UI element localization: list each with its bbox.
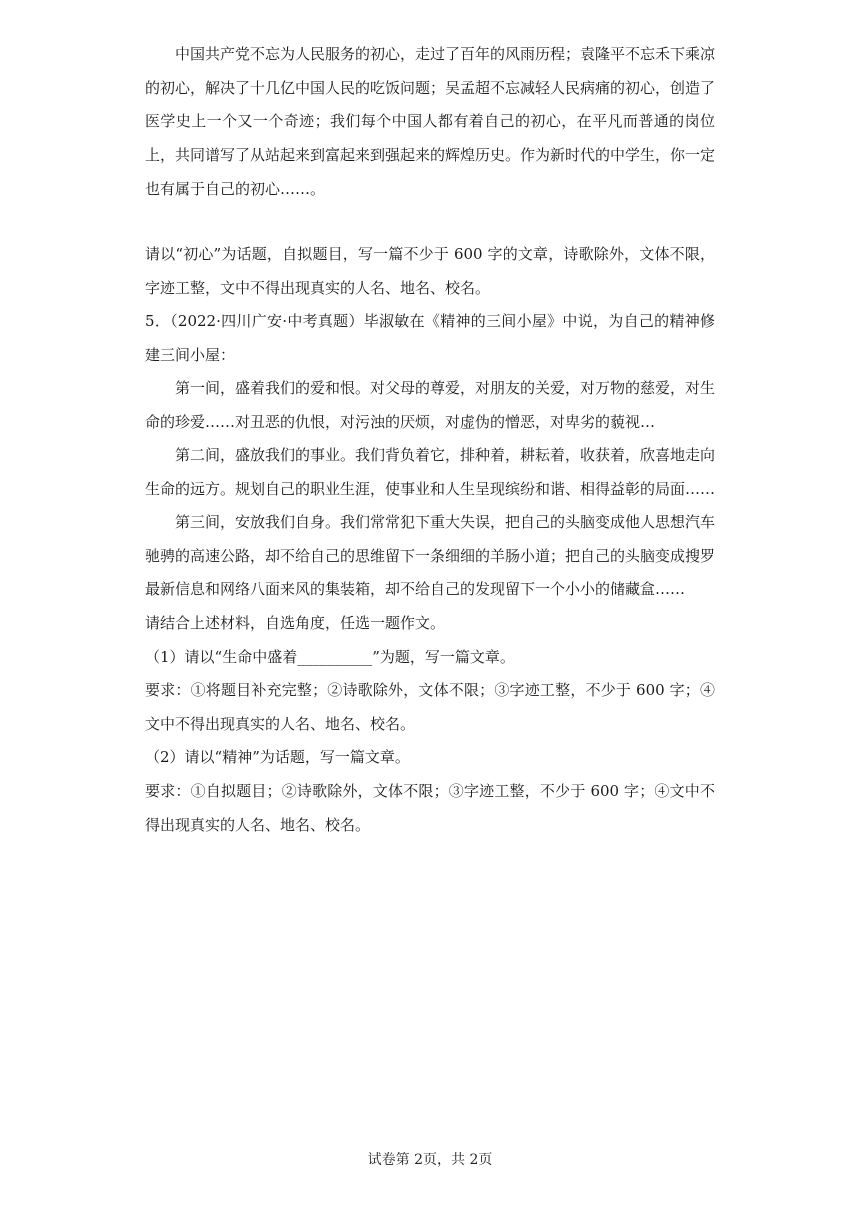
- option-2-title: （2）请以“精神”为话题，写一篇文章。: [145, 748, 410, 766]
- writing-prompt-chuxin: 请以“初心”为话题，自拟题目，写一篇不少于 600 字的文章，诗歌除外，文体不限，字迹工整，文中不得出现真实的人名、地名、校名。: [145, 245, 715, 297]
- option-1-requirements: 要求：①将题目补充完整；②诗歌除外，文体不限；③字迹工整，不少于 600 字；④文中不得出现真实的人名、地名、校名。: [145, 681, 715, 733]
- page-footer: 试卷第 2页，共 2页: [367, 1152, 493, 1168]
- option-2-requirements: 要求：①自拟题目；②诗歌除外，文体不限；③字迹工整，不少于 600 字；④文中不得出现真实的人名、地名、校名。: [145, 782, 715, 834]
- passage-paragraph-chuxin: 中国共产党不忘为人民服务的初心，走过了百年的风雨历程；袁隆平不忘禾下乘凉的初心，解决了十几亿中国人民的吃饭问题；吴孟超不忘减轻人民病痛的初心，创造了医学史上一个又一个奇迹；我们每个中国人都有着自己的初心，在平凡而普通的岗位上，共同谱写了从站起来到富起来到强起来的辉煌历史。作为新时代的中学生，你一定也有属于自己的初心……。: [145, 45, 716, 198]
- room-3-paragraph: 第三间，安放我们自身。我们常常犯下重大失误，把自己的头脑变成他人思想汽车驰骋的高速公路，却不给自己的思维留下一条细细的羊肠小道；把自己的头脑变成搜罗最新信息和网络八面来风的集装箱，却不给自己的发现留下一个小小的储藏盒……: [145, 513, 716, 599]
- question-5-instruction: 请结合上述材料，自选角度，任选一题作文。: [145, 614, 446, 632]
- room-2-paragraph: 第二间，盛放我们的事业。我们背负着它，排种着，耕耘着，收获着，欣喜地走向生命的远方。规划自己的职业生涯，使事业和人生呈现缤纷和谐、相得益彰的局面……: [145, 446, 716, 498]
- room-1-paragraph: 第一间，盛着我们的爱和恨。对父母的尊爱，对朋友的关爱，对万物的慈爱，对生命的珍爱……对丑恶的仇恨，对污浊的厌烦，对虚伪的憎恶，对卑劣的藐视…: [145, 379, 716, 431]
- option-1-title: （1）请以“生命中盛着__________”为题，写一篇文章。: [145, 648, 515, 666]
- question-5-intro: 5．（2022·四川广安·中考真题）毕淑敏在《精神的三间小屋》中说，为自己的精神修建三间小屋：: [145, 312, 715, 364]
